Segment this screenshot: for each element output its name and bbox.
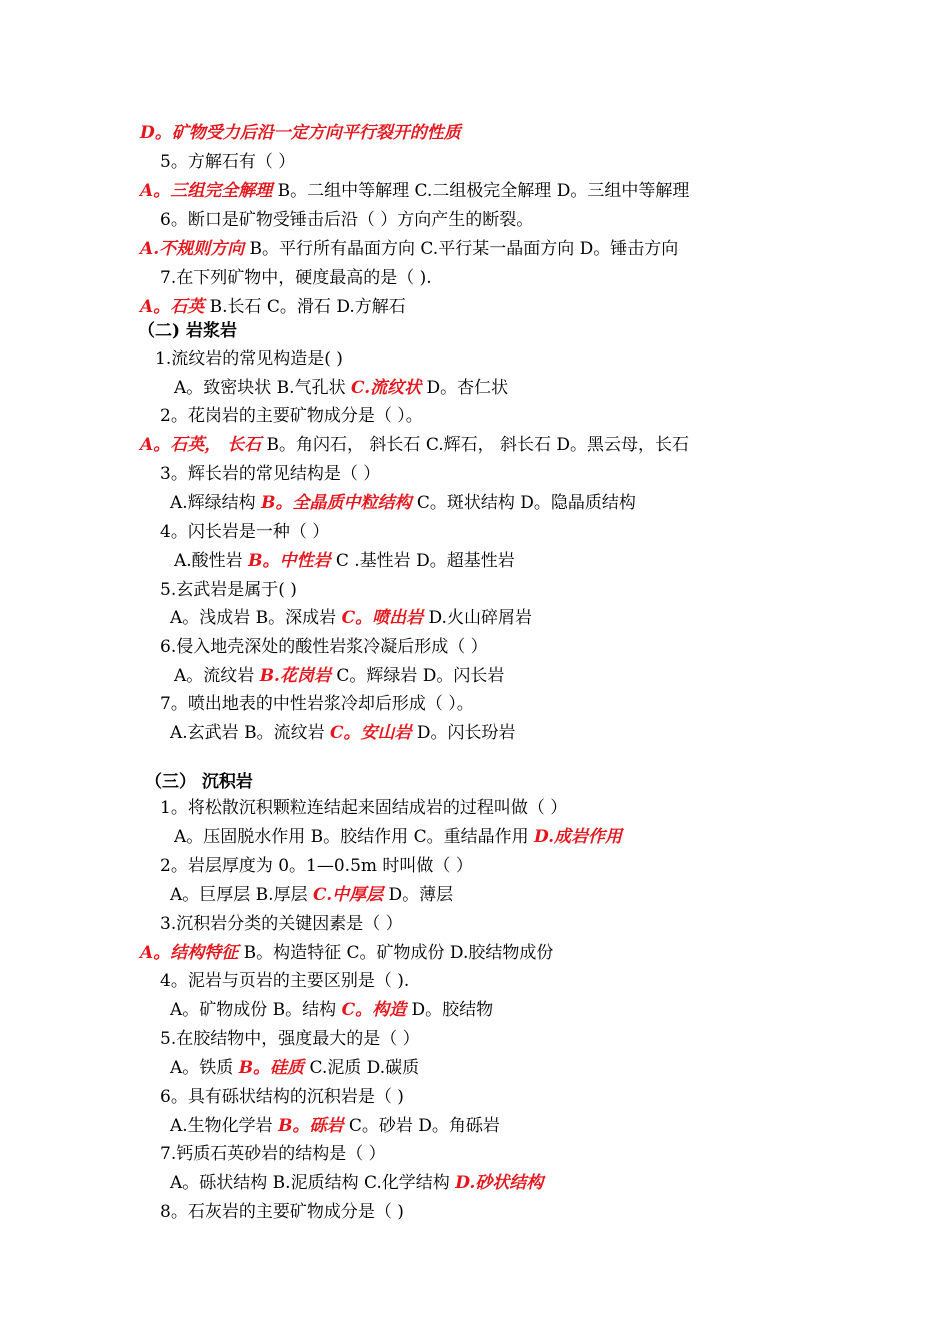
- question-text: 6。断口是矿物受锤击后沿（ ）方向产生的断裂。: [160, 210, 534, 230]
- answer-text: A。三组完全解理: [140, 181, 273, 201]
- question-text: A.生物化学岩: [170, 1116, 279, 1136]
- text-line: [170, 1172, 543, 1194]
- question-text: A。砾状结构 B.泥质结构 C.化学结构: [170, 1173, 456, 1193]
- text-line: [140, 296, 406, 318]
- text-line: [160, 463, 380, 485]
- question-text: 1.流纹岩的常见构造是( ): [155, 349, 343, 369]
- text-line: [140, 122, 461, 144]
- question-text: D。胶结物: [406, 1000, 494, 1020]
- answer-text: C。构造: [341, 1000, 407, 1020]
- question-text: 3.沉积岩分类的关键因素是（ ）: [160, 914, 403, 934]
- question-text: 3。辉长岩的常见结构是（ ）: [160, 464, 381, 484]
- question-text: A.酸性岩: [174, 551, 249, 571]
- answer-text: B。中性岩: [248, 551, 331, 571]
- text-line: [160, 1143, 386, 1165]
- question-text: B。平行所有晶面方向 C.平行某一晶面方向 D。锤击方向: [244, 239, 679, 259]
- answer-text: C.中厚层: [312, 885, 384, 905]
- question-text: 5.玄武岩是属于( ): [160, 580, 297, 600]
- question-text: 8。石灰岩的主要矿物成分是（ ): [160, 1202, 404, 1222]
- text-line: [170, 999, 493, 1021]
- answer-text: A。石英， 长石: [140, 435, 262, 455]
- text-line: [140, 942, 553, 964]
- question-text: 4。泥岩与页岩的主要区别是（ ).: [160, 971, 410, 991]
- question-text: D。薄层: [383, 885, 454, 905]
- answer-text: B。砾岩: [278, 1116, 344, 1136]
- question-text: A。压固脱水作用 B。胶结作用 C。重结晶作用: [174, 827, 534, 847]
- text-line: [170, 884, 453, 906]
- question-text: C。辉绿岩 D。闪长岩: [330, 666, 505, 686]
- text-line: [160, 970, 409, 992]
- question-text: 4。闪长岩是一种（ ）: [160, 522, 330, 542]
- text-line: [160, 1028, 420, 1050]
- question-text: 6.侵入地壳深处的酸性岩浆冷凝后形成（ ）: [160, 637, 488, 657]
- question-text: A。流纹岩: [174, 666, 260, 686]
- text-line: [174, 377, 508, 399]
- text-line: [145, 771, 253, 793]
- text-line: [160, 855, 473, 877]
- answer-text: D。矿物受力后沿一定方向平行裂开的性质: [140, 123, 461, 143]
- answer-text: D.砂状结构: [455, 1173, 544, 1193]
- question-text: A.辉绿结构: [170, 493, 262, 513]
- text-line: [155, 348, 343, 370]
- question-text: 5。方解石有（ ）: [160, 152, 296, 172]
- question-text: 6。具有砾状结构的沉积岩是（ ): [160, 1087, 404, 1107]
- question-text: A。浅成岩 B。深成岩: [170, 608, 342, 628]
- text-line: [140, 238, 678, 260]
- question-text: 7。喷出地表的中性岩浆冷却后形成（ ）。: [160, 694, 474, 714]
- section-heading: （三） 沉积岩: [145, 772, 253, 792]
- question-text: B。角闪石， 斜长石 C.辉石， 斜长石 D。黑云母，长石: [261, 435, 690, 455]
- text-line: [174, 550, 515, 572]
- question-text: D.火山碎屑岩: [423, 608, 532, 628]
- question-text: A。矿物成份 B。结构: [170, 1000, 342, 1020]
- text-line: [160, 151, 295, 173]
- question-text: C。砂岩 D。角砾岩: [343, 1116, 500, 1136]
- question-text: B。二组中等解理 C.二组极完全解理 D。三组中等解理: [272, 181, 690, 201]
- answer-text: B。全晶质中粒结构: [261, 493, 412, 513]
- text-line: [174, 665, 504, 687]
- question-text: A。巨厚层 B.厚层: [170, 885, 313, 905]
- question-text: 7.在下列矿物中，硬度最高的是（ ).: [160, 268, 432, 288]
- text-line: [160, 209, 533, 231]
- text-line: [160, 636, 488, 658]
- text-line: [140, 434, 689, 456]
- text-line: [170, 492, 636, 514]
- answer-text: C。安山岩: [329, 723, 412, 743]
- question-text: B。构造特征 C。矿物成份 D.胶结物成份: [238, 943, 554, 963]
- text-line: [160, 579, 297, 601]
- text-line: [170, 607, 532, 629]
- text-line: [138, 320, 237, 342]
- text-line: [140, 180, 689, 202]
- answer-text: A.不规则方向: [140, 239, 245, 259]
- question-text: 2。岩层厚度为 0。1—0.5m 时叫做（ ）: [160, 856, 473, 876]
- answer-text: D.成岩作用: [534, 827, 623, 847]
- answer-text: A。结构特征: [140, 943, 239, 963]
- question-text: C .基性岩 D。超基性岩: [330, 551, 515, 571]
- question-text: 1。将松散沉积颗粒连结起来固结成岩的过程叫做（ ）: [160, 798, 568, 818]
- answer-text: C。喷出岩: [341, 608, 424, 628]
- text-line: [160, 913, 403, 935]
- text-line: [160, 405, 423, 427]
- question-text: A。致密块状 B.气孔状: [174, 378, 351, 398]
- answer-text: B。硅质: [238, 1058, 305, 1078]
- text-line: [174, 826, 622, 848]
- section-heading: （二) 岩浆岩: [138, 321, 237, 341]
- question-text: A.玄武岩 B。流纹岩: [170, 723, 330, 743]
- text-line: [170, 1115, 500, 1137]
- text-line: [160, 267, 432, 289]
- question-text: A。铁质: [170, 1058, 239, 1078]
- question-text: 5.在胶结物中，强度最大的是（ ）: [160, 1029, 420, 1049]
- answer-text: B.花岗岩: [259, 666, 331, 686]
- question-text: C.泥质 D.碳质: [304, 1058, 420, 1078]
- question-text: 7.钙质石英砂岩的结构是（ ）: [160, 1144, 386, 1164]
- text-line: [170, 722, 516, 744]
- text-line: [160, 1201, 404, 1223]
- question-text: D。杏仁状: [421, 378, 509, 398]
- text-line: [160, 521, 329, 543]
- answer-text: C.流纹状: [350, 378, 422, 398]
- question-text: D。闪长玢岩: [411, 723, 516, 743]
- question-text: C。斑状结构 D。隐晶质结构: [411, 493, 636, 513]
- question-text: 2。花岗岩的主要矿物成分是（ ）。: [160, 406, 423, 426]
- text-line: [160, 693, 474, 715]
- text-line: [170, 1057, 419, 1079]
- question-text: B.长石 C。滑石 D.方解石: [204, 297, 406, 317]
- answer-text: A。石英: [140, 297, 205, 317]
- text-line: [160, 1086, 404, 1108]
- text-line: [160, 797, 567, 819]
